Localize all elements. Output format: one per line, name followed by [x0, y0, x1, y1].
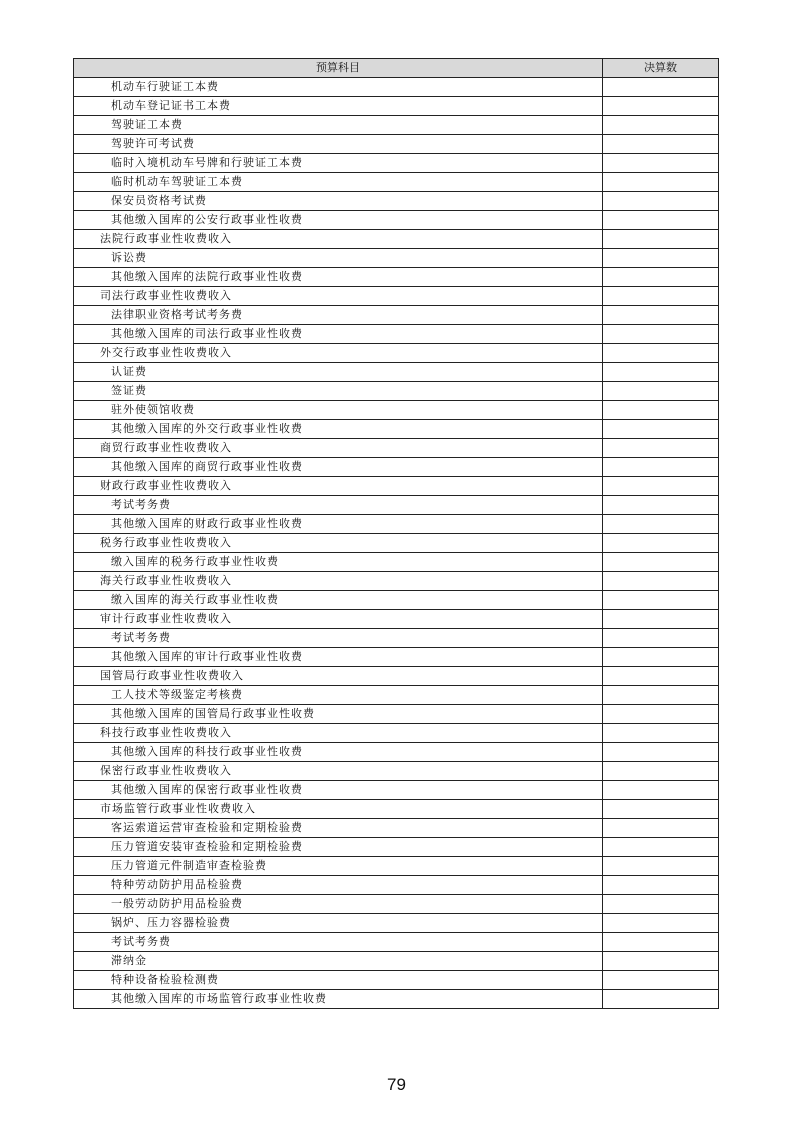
- budget-item-cell: 其他缴入国库的法院行政事业性收费: [74, 268, 603, 287]
- final-amount-cell: [603, 268, 719, 287]
- budget-item-cell: 海关行政事业性收费收入: [74, 572, 603, 591]
- budget-item-cell: 临时入境机动车号牌和行驶证工本费: [74, 154, 603, 173]
- final-amount-cell: [603, 762, 719, 781]
- budget-item-cell: 税务行政事业性收费收入: [74, 534, 603, 553]
- budget-item-cell: 商贸行政事业性收费收入: [74, 439, 603, 458]
- budget-item-cell: 法律职业资格考试考务费: [74, 306, 603, 325]
- final-amount-cell: [603, 458, 719, 477]
- final-amount-cell: [603, 648, 719, 667]
- table-row: [74, 800, 719, 819]
- final-amount-cell: [603, 192, 719, 211]
- table-row: [74, 724, 719, 743]
- final-amount-cell: [603, 382, 719, 401]
- final-amount-cell: [603, 249, 719, 268]
- table-row: [74, 933, 719, 952]
- budget-item-cell: 其他缴入国库的保密行政事业性收费: [74, 781, 603, 800]
- table-row: [74, 78, 719, 97]
- table-row: [74, 363, 719, 382]
- final-amount-cell: [603, 173, 719, 192]
- budget-item-cell: 认证费: [74, 363, 603, 382]
- final-amount-cell: [603, 781, 719, 800]
- table-row: [74, 857, 719, 876]
- final-amount-cell: [603, 477, 719, 496]
- budget-item-cell: 其他缴入国库的外交行政事业性收费: [74, 420, 603, 439]
- final-amount-cell: [603, 211, 719, 230]
- budget-item-cell: 机动车登记证书工本费: [74, 97, 603, 116]
- budget-item-cell: 其他缴入国库的国管局行政事业性收费: [74, 705, 603, 724]
- table-row: [74, 306, 719, 325]
- budget-item-cell: 其他缴入国库的财政行政事业性收费: [74, 515, 603, 534]
- budget-item-cell: 特种设备检验检测费: [74, 971, 603, 990]
- table-row: [74, 838, 719, 857]
- final-amount-cell: [603, 610, 719, 629]
- final-amount-cell: [603, 800, 719, 819]
- final-amount-cell: [603, 135, 719, 154]
- page-number: 79: [387, 1075, 406, 1094]
- final-amount-cell: [603, 420, 719, 439]
- final-amount-cell: [603, 154, 719, 173]
- table-row: [74, 192, 719, 211]
- table-row: [74, 629, 719, 648]
- final-amount-cell: [603, 990, 719, 1009]
- final-amount-cell: [603, 857, 719, 876]
- table-row: [74, 420, 719, 439]
- table-row: [74, 572, 719, 591]
- budget-item-cell: 法院行政事业性收费收入: [74, 230, 603, 249]
- table-row: [74, 116, 719, 135]
- final-amount-cell: [603, 78, 719, 97]
- final-amount-cell: [603, 933, 719, 952]
- budget-item-cell: 客运索道运营审查检验和定期检验费: [74, 819, 603, 838]
- final-amount-cell: [603, 819, 719, 838]
- final-amount-cell: [603, 743, 719, 762]
- final-amount-cell: [603, 876, 719, 895]
- final-amount-cell: [603, 895, 719, 914]
- budget-item-cell: 国管局行政事业性收费收入: [74, 667, 603, 686]
- table-row: [74, 458, 719, 477]
- budget-item-cell: 其他缴入国库的科技行政事业性收费: [74, 743, 603, 762]
- budget-item-cell: 机动车行驶证工本费: [74, 78, 603, 97]
- table-row: [74, 268, 719, 287]
- final-amount-cell: [603, 572, 719, 591]
- header-final-amount: 决算数: [603, 59, 719, 78]
- final-amount-cell: [603, 553, 719, 572]
- table-row: [74, 496, 719, 515]
- table-row: [74, 667, 719, 686]
- table-row: [74, 952, 719, 971]
- final-amount-cell: [603, 344, 719, 363]
- budget-item-cell: 临时机动车驾驶证工本费: [74, 173, 603, 192]
- budget-item-cell: 司法行政事业性收费收入: [74, 287, 603, 306]
- budget-item-cell: 保安员资格考试费: [74, 192, 603, 211]
- table-row: [74, 325, 719, 344]
- table-row: [74, 743, 719, 762]
- table-row: [74, 534, 719, 553]
- final-amount-cell: [603, 591, 719, 610]
- table-row: [74, 439, 719, 458]
- budget-item-cell: 其他缴入国库的商贸行政事业性收费: [74, 458, 603, 477]
- budget-item-cell: 一般劳动防护用品检验费: [74, 895, 603, 914]
- final-amount-cell: [603, 534, 719, 553]
- table-row: [74, 230, 719, 249]
- table-row: [74, 819, 719, 838]
- table-row: [74, 648, 719, 667]
- final-amount-cell: [603, 287, 719, 306]
- table-row: [74, 401, 719, 420]
- budget-item-cell: 外交行政事业性收费收入: [74, 344, 603, 363]
- budget-item-cell: 其他缴入国库的审计行政事业性收费: [74, 648, 603, 667]
- budget-item-cell: 驾驶证工本费: [74, 116, 603, 135]
- table-row: [74, 610, 719, 629]
- table-row: [74, 382, 719, 401]
- budget-item-cell: 压力管道元件制造审查检验费: [74, 857, 603, 876]
- budget-item-cell: 科技行政事业性收费收入: [74, 724, 603, 743]
- budget-item-cell: 驾驶许可考试费: [74, 135, 603, 154]
- final-amount-cell: [603, 363, 719, 382]
- table-row: [74, 914, 719, 933]
- budget-item-cell: 市场监管行政事业性收费收入: [74, 800, 603, 819]
- budget-item-cell: 保密行政事业性收费收入: [74, 762, 603, 781]
- table-body: [74, 78, 719, 1009]
- budget-item-cell: 滞纳金: [74, 952, 603, 971]
- budget-item-cell: 其他缴入国库的司法行政事业性收费: [74, 325, 603, 344]
- final-amount-cell: [603, 686, 719, 705]
- final-amount-cell: [603, 971, 719, 990]
- final-amount-cell: [603, 116, 719, 135]
- budget-item-cell: 其他缴入国库的市场监管行政事业性收费: [74, 990, 603, 1009]
- table-row: [74, 591, 719, 610]
- table-row: [74, 287, 719, 306]
- final-amount-cell: [603, 667, 719, 686]
- final-amount-cell: [603, 306, 719, 325]
- table-row: [74, 895, 719, 914]
- final-amount-cell: [603, 914, 719, 933]
- budget-item-cell: 考试考务费: [74, 629, 603, 648]
- table-row: [74, 515, 719, 534]
- table-header-row: [74, 59, 719, 78]
- final-amount-cell: [603, 401, 719, 420]
- final-amount-cell: [603, 952, 719, 971]
- table-row: [74, 97, 719, 116]
- table-row: [74, 705, 719, 724]
- budget-item-cell: 工人技术等级鉴定考核费: [74, 686, 603, 705]
- header-budget-item: 预算科目: [74, 59, 603, 78]
- budget-item-cell: 其他缴入国库的公安行政事业性收费: [74, 211, 603, 230]
- final-amount-cell: [603, 97, 719, 116]
- budget-item-cell: 审计行政事业性收费收入: [74, 610, 603, 629]
- budget-item-cell: 压力管道安装审查检验和定期检验费: [74, 838, 603, 857]
- final-amount-cell: [603, 325, 719, 344]
- budget-item-cell: 签证费: [74, 382, 603, 401]
- table-row: [74, 990, 719, 1009]
- budget-item-cell: 诉讼费: [74, 249, 603, 268]
- table-row: [74, 211, 719, 230]
- table-row: [74, 135, 719, 154]
- table-row: [74, 686, 719, 705]
- budget-item-cell: 驻外使领馆收费: [74, 401, 603, 420]
- table-row: [74, 154, 719, 173]
- table-row: [74, 477, 719, 496]
- budget-item-cell: 考试考务费: [74, 933, 603, 952]
- table-row: [74, 876, 719, 895]
- table-row: [74, 249, 719, 268]
- table-row: [74, 971, 719, 990]
- final-amount-cell: [603, 629, 719, 648]
- table-row: [74, 553, 719, 572]
- table-row: [74, 762, 719, 781]
- budget-item-cell: 锅炉、压力容器检验费: [74, 914, 603, 933]
- final-amount-cell: [603, 705, 719, 724]
- final-amount-cell: [603, 838, 719, 857]
- budget-item-cell: 考试考务费: [74, 496, 603, 515]
- table-row: [74, 344, 719, 363]
- budget-item-cell: 缴入国库的税务行政事业性收费: [74, 553, 603, 572]
- table-row: [74, 781, 719, 800]
- budget-item-cell: 特种劳动防护用品检验费: [74, 876, 603, 895]
- table-row: [74, 173, 719, 192]
- final-amount-cell: [603, 439, 719, 458]
- final-amount-cell: [603, 515, 719, 534]
- budget-item-cell: 缴入国库的海关行政事业性收费: [74, 591, 603, 610]
- budget-table: [73, 58, 719, 1009]
- final-amount-cell: [603, 724, 719, 743]
- budget-item-cell: 财政行政事业性收费收入: [74, 477, 603, 496]
- final-amount-cell: [603, 230, 719, 249]
- final-amount-cell: [603, 496, 719, 515]
